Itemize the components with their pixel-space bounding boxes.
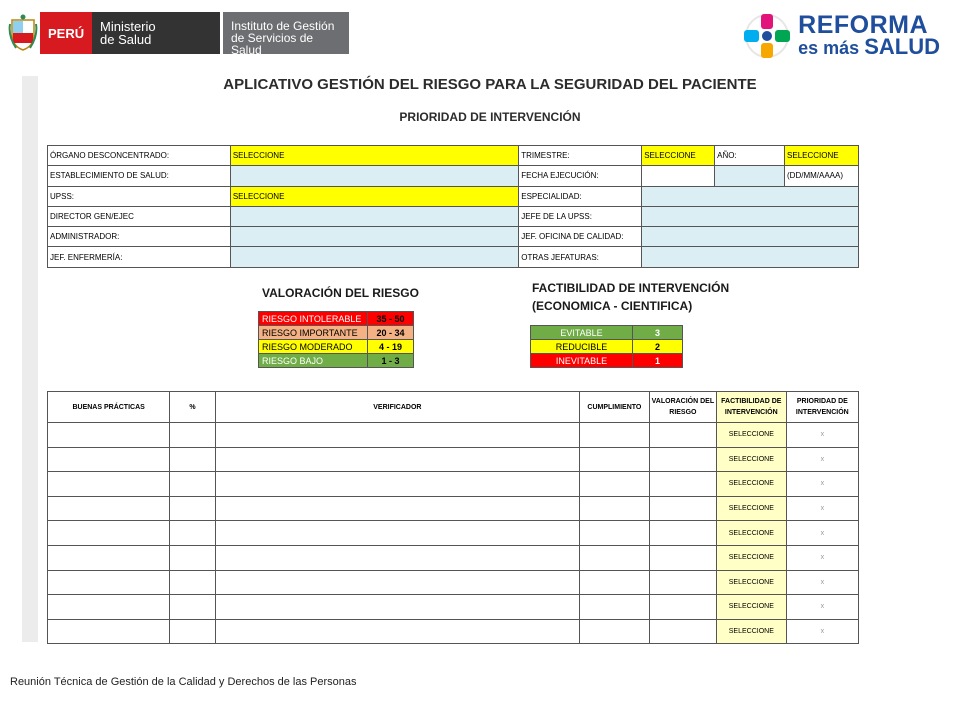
otras-jefaturas-label: OTRAS JEFATURAS: [519, 247, 642, 267]
cumplimiento-cell[interactable] [579, 570, 649, 595]
verificador-cell[interactable] [215, 570, 579, 595]
buenas-practicas-cell[interactable] [48, 595, 170, 620]
cumplimiento-cell[interactable] [579, 521, 649, 546]
especialidad-input[interactable] [642, 186, 859, 206]
page-subtitle: PRIORIDAD DE INTERVENCIÓN [399, 110, 581, 124]
prioridad-cell: x [786, 521, 858, 546]
director-input[interactable] [230, 206, 518, 226]
igss-label [223, 12, 349, 57]
verificador-cell[interactable] [215, 521, 579, 546]
col-factibilidad-l2: INTERVENCIÓN [724, 409, 778, 416]
factibilidad-row [531, 340, 683, 354]
factibilidad-value: 2 [633, 340, 683, 354]
factibilidad-select[interactable]: SELECCIONE [716, 521, 786, 546]
jefe-upss-input[interactable] [642, 206, 859, 226]
minsa-line2: de Salud [100, 32, 152, 47]
table-row [48, 619, 859, 644]
prioridad-cell: x [786, 545, 858, 570]
jef-enfermeria-label: JEF. ENFERMERÍA: [48, 247, 231, 267]
cumplimiento-cell[interactable] [579, 619, 649, 644]
reforma-salud: SALUD [864, 33, 940, 59]
especialidad-label: ESPECIALIDAD: [519, 186, 642, 206]
factibilidad-legend [530, 325, 683, 368]
buenas-practicas-cell[interactable] [48, 545, 170, 570]
col-prioridad [786, 392, 858, 423]
valoracion-legend [258, 311, 414, 368]
factibilidad-label: REDUCIBLE [531, 340, 633, 354]
minsa-label [92, 12, 220, 54]
table-row [48, 472, 859, 497]
buenas-practicas-cell[interactable] [48, 447, 170, 472]
valoracion-cell[interactable] [649, 521, 716, 546]
factibilidad-title-line2: (ECONOMICA - CIENTIFICA) [532, 299, 693, 313]
table-row [48, 570, 859, 595]
header [0, 0, 960, 72]
valoracion-label: RIESGO MODERADO [259, 340, 368, 354]
fecha-input-2[interactable] [715, 166, 785, 186]
cumplimiento-cell[interactable] [579, 472, 649, 497]
table-row [48, 595, 859, 620]
valoracion-cell[interactable] [649, 570, 716, 595]
valoracion-row [259, 354, 414, 368]
valoracion-row [259, 312, 414, 326]
prioridad-cell: x [786, 595, 858, 620]
prioridad-cell: x [786, 472, 858, 497]
factibilidad-select[interactable]: SELECCIONE [716, 545, 786, 570]
organo-label: ÓRGANO DESCONCENTRADO: [48, 146, 231, 166]
valoracion-range: 35 - 50 [368, 312, 414, 326]
factibilidad-value: 1 [633, 354, 683, 368]
factibilidad-select[interactable]: SELECCIONE [716, 619, 786, 644]
coat-of-arms-icon [6, 12, 40, 54]
factibilidad-select[interactable]: SELECCIONE [716, 423, 786, 448]
fecha-input[interactable] [642, 166, 715, 186]
valoracion-cell[interactable] [649, 447, 716, 472]
prioridad-cell: x [786, 619, 858, 644]
col-valoracion-l2: RIESGO [669, 409, 697, 416]
factibilidad-label: INEVITABLE [531, 354, 633, 368]
valoracion-label: RIESGO IMPORTANTE [259, 326, 368, 340]
organo-select[interactable]: SELECCIONE [230, 146, 518, 166]
valoracion-cell[interactable] [649, 423, 716, 448]
factibilidad-value: 3 [633, 326, 683, 340]
factibilidad-select[interactable]: SELECCIONE [716, 570, 786, 595]
col-cumplimiento: CUMPLIMIENTO [579, 392, 649, 423]
valoracion-label: RIESGO BAJO [259, 354, 368, 368]
igss-line2: de Servicios de Salud [231, 31, 314, 57]
col-valoracion [649, 392, 716, 423]
factibilidad-title [532, 279, 729, 315]
factibilidad-select[interactable]: SELECCIONE [716, 496, 786, 521]
factibilidad-label: EVITABLE [531, 326, 633, 340]
peru-government-logo [6, 12, 349, 57]
col-prioridad-l1: PRIORIDAD DE [796, 398, 848, 405]
fecha-label: FECHA EJECUCIÓN: [519, 166, 642, 186]
col-buenas-practicas: BUENAS PRÁCTICAS [48, 392, 170, 423]
col-porcentaje: % [170, 392, 215, 423]
porcentaje-cell[interactable] [170, 545, 215, 570]
valoracion-row [259, 326, 414, 340]
fecha-format: (DD/MM/AAAA) [785, 166, 859, 186]
cumplimiento-cell[interactable] [579, 545, 649, 570]
table-row [48, 521, 859, 546]
prioridad-cell: x [786, 570, 858, 595]
upss-select[interactable]: SELECCIONE [230, 186, 518, 206]
valoracion-range: 20 - 34 [368, 326, 414, 340]
verificador-cell[interactable] [215, 545, 579, 570]
prioridad-cell: x [786, 447, 858, 472]
valoracion-row [259, 340, 414, 354]
table-row [48, 423, 859, 448]
verificador-cell[interactable] [215, 423, 579, 448]
valoracion-cell[interactable] [649, 619, 716, 644]
reforma-title: REFORMA [798, 10, 929, 39]
minsa-line1: Ministerio [100, 19, 156, 34]
buenas-practicas-cell[interactable] [48, 423, 170, 448]
col-prioridad-l2: INTERVENCIÓN [795, 409, 849, 416]
table-row [48, 447, 859, 472]
reforma-es-mas: es más [798, 37, 860, 58]
buenas-practicas-cell[interactable] [48, 496, 170, 521]
upss-label: UPSS: [48, 186, 231, 206]
verificador-cell[interactable] [215, 472, 579, 497]
porcentaje-cell[interactable] [170, 570, 215, 595]
col-factibilidad-l1: FACTIBILIDAD DE [721, 398, 782, 405]
establecimiento-label: ESTABLECIMIENTO DE SALUD: [48, 166, 231, 186]
valoracion-range: 1 - 3 [368, 354, 414, 368]
prioridad-cell: x [786, 423, 858, 448]
administrador-input[interactable] [230, 227, 518, 247]
jef-calidad-label: JEF. OFICINA DE CALIDAD: [519, 227, 642, 247]
porcentaje-cell[interactable] [170, 595, 215, 620]
factibilidad-select[interactable]: SELECCIONE [716, 595, 786, 620]
reforma-subtitle [798, 33, 940, 59]
peru-label: PERÚ [40, 12, 92, 54]
jef-enfermeria-input[interactable] [230, 247, 518, 267]
verificador-cell[interactable] [215, 496, 579, 521]
valoracion-title: VALORACIÓN DEL RIESGO [262, 286, 419, 300]
practices-table [47, 391, 859, 644]
porcentaje-cell[interactable] [170, 521, 215, 546]
reforma-logo [742, 12, 940, 60]
igss-line1: Instituto de Gestión [231, 19, 335, 33]
prioridad-cell: x [786, 496, 858, 521]
page-title: APLICATIVO GESTIÓN DEL RIESGO PARA LA SEGURIDAD DEL PACIENTE [223, 76, 757, 93]
factibilidad-select[interactable]: SELECCIONE [716, 472, 786, 497]
jef-calidad-input[interactable] [642, 227, 859, 247]
valoracion-cell[interactable] [649, 496, 716, 521]
porcentaje-cell[interactable] [170, 472, 215, 497]
valoracion-label: RIESGO INTOLERABLE [259, 312, 368, 326]
verificador-cell[interactable] [215, 447, 579, 472]
cumplimiento-cell[interactable] [579, 423, 649, 448]
porcentaje-cell[interactable] [170, 496, 215, 521]
director-label: DIRECTOR GEN/EJEC [48, 206, 231, 226]
factibilidad-title-line1: FACTIBILIDAD DE INTERVENCIÓN [532, 281, 730, 295]
verificador-cell[interactable] [215, 619, 579, 644]
porcentaje-cell[interactable] [170, 423, 215, 448]
cumplimiento-cell[interactable] [579, 447, 649, 472]
valoracion-cell[interactable] [649, 595, 716, 620]
reforma-cross-icon [742, 12, 792, 60]
anio-label: AÑO: [715, 146, 785, 166]
col-valoracion-l1: VALORACIÓN DEL [651, 398, 715, 405]
valoracion-cell[interactable] [649, 472, 716, 497]
valoracion-cell[interactable] [649, 545, 716, 570]
table-row [48, 545, 859, 570]
footer-text: Reunión Técnica de Gestión de la Calidad y Derechos de las Personas [10, 676, 357, 688]
trimestre-select[interactable]: SELECCIONE [642, 146, 715, 166]
anio-select[interactable]: SELECCIONE [785, 146, 859, 166]
buenas-practicas-cell[interactable] [48, 570, 170, 595]
buenas-practicas-cell[interactable] [48, 521, 170, 546]
valoracion-range: 4 - 19 [368, 340, 414, 354]
col-factibilidad [716, 392, 786, 423]
jefe-upss-label: JEFE DE LA UPSS: [519, 206, 642, 226]
porcentaje-cell[interactable] [170, 447, 215, 472]
verificador-cell[interactable] [215, 595, 579, 620]
trimestre-label: TRIMESTRE: [519, 146, 642, 166]
cumplimiento-cell[interactable] [579, 496, 649, 521]
factibilidad-row [531, 326, 683, 340]
info-table [47, 145, 859, 268]
establecimiento-input[interactable] [230, 166, 518, 186]
factibilidad-row [531, 354, 683, 368]
buenas-practicas-cell[interactable] [48, 472, 170, 497]
col-verificador: VERIFICADOR [215, 392, 579, 423]
sheet-left-edge [22, 76, 38, 642]
factibilidad-select[interactable]: SELECCIONE [716, 447, 786, 472]
administrador-label: ADMINISTRADOR: [48, 227, 231, 247]
cumplimiento-cell[interactable] [579, 595, 649, 620]
table-row [48, 496, 859, 521]
buenas-practicas-cell[interactable] [48, 619, 170, 644]
otras-jefaturas-input[interactable] [642, 247, 859, 267]
porcentaje-cell[interactable] [170, 619, 215, 644]
